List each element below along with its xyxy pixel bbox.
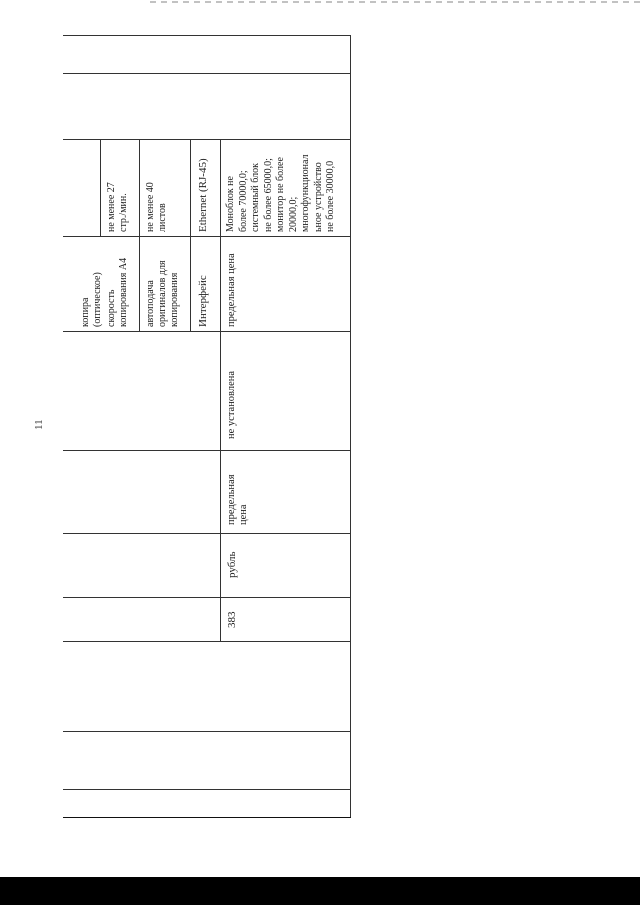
feeder-label: автоподача оригиналов для копирования: [145, 260, 180, 327]
table-rule: [100, 139, 101, 236]
value-cell: не установлена: [226, 370, 237, 439]
table-rule: [63, 641, 351, 642]
table-rule: [139, 139, 140, 331]
table-rule: [63, 731, 351, 732]
scan-edge-bar: [0, 877, 640, 905]
interface-label: Интерфейс: [197, 275, 209, 327]
speed-value: не менее 27 стр./мин.: [106, 182, 129, 232]
table-rule: [63, 236, 351, 237]
table-rule: [63, 331, 351, 332]
table-rule: [190, 139, 191, 331]
table-rule: [220, 236, 221, 641]
row-number: 383: [226, 611, 238, 628]
unit-cell: рубль: [226, 551, 238, 578]
table-rule: [63, 533, 351, 534]
table-rule: [63, 597, 351, 598]
price-label: предельная цена: [226, 253, 237, 327]
table-rule: [63, 139, 351, 140]
speed-label: скорость копирования А4: [106, 257, 129, 327]
feeder-value: не менее 40 листов: [145, 182, 168, 232]
copy-label: копира (оптическое): [80, 272, 103, 327]
interface-value: Ethernet (RJ-45): [197, 158, 209, 232]
characteristic-cell: предельная цена: [226, 474, 249, 525]
table-rule: [63, 789, 351, 790]
scan-artifact: [150, 1, 640, 3]
table-border-top: [63, 35, 351, 36]
price-value: Моноблок не более 70000,0; системный блок не более 65000,0; монитор не более 20000,0; многофункционал ьное устройство не более 30000,0: [225, 154, 336, 232]
page-number: 11: [33, 419, 45, 430]
table-rule: [63, 73, 351, 74]
table-border-bottom: [63, 817, 351, 818]
table-rule: [63, 450, 351, 451]
table-rule: [220, 139, 221, 236]
table-border-right: [350, 35, 351, 817]
